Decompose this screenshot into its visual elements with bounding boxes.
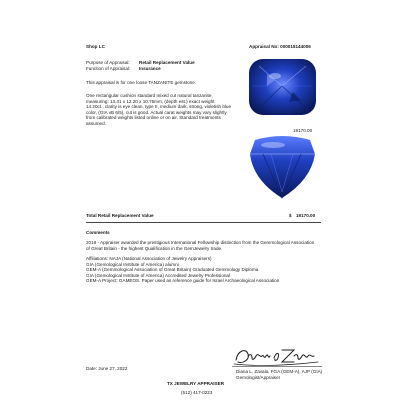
tanzanite-side-icon bbox=[245, 132, 320, 200]
divider bbox=[86, 222, 321, 223]
company-name: Shop LC bbox=[86, 44, 105, 49]
signature-image bbox=[232, 344, 320, 368]
affiliation-line: GEM-A Project: GAMEOS. Paper used as reference guide for Israel Archaeological Association bbox=[86, 278, 280, 283]
total-currency: $ bbox=[289, 213, 292, 218]
affiliation-line: GIA (Gemological Institute of America) alumni bbox=[86, 261, 179, 267]
signature-line bbox=[232, 366, 322, 367]
purpose-value: Retail Replacement Value bbox=[139, 60, 195, 65]
gem-photo-side bbox=[245, 132, 320, 200]
item-value: 19170.00 bbox=[293, 128, 313, 133]
affiliation-line: GEM-A (Gemmological Association of Great Britain) Graduated Gemmology Diploma bbox=[86, 267, 259, 272]
signer-name: Diana L. Zavala, FGA (GEM-A), AJP (GIA) bbox=[236, 369, 323, 374]
comments-heading: Comments bbox=[86, 230, 110, 235]
appraisal-number: Appraisal No: 000015144006 bbox=[249, 44, 311, 49]
gem-description: One rectangular cushion standard mixed cut natural tanzanite, measuring: 13.41 x 12.20 x 10.75mm, (depth est.) exact weight 14.20ct., clarity is eye clean, type II, medium dark, strong, violetish blue color, (GIA vB 6/5), cut is good. Actual carat weights may vary slightly from calibrated weights listed online or on air. Standard treatments assumed. bbox=[86, 93, 232, 126]
function-value: Insurance bbox=[139, 66, 161, 71]
appraisal-date: Date: June 27, 2022 bbox=[86, 366, 128, 371]
purpose-label: Purpose of Appraisal: bbox=[86, 60, 130, 65]
comments-paragraph: 2018 - Appraiser awarded the prestigious International Fellowship distinction from the Gemmological Association of Great Britain - the highest Qualification in the GemJewelry trade. bbox=[86, 240, 315, 251]
signer-title: Gemologist/Appraiser bbox=[236, 374, 281, 380]
gem-photo-top bbox=[245, 56, 320, 118]
handwritten-signature-icon bbox=[232, 344, 320, 368]
affiliation-line: Affiliations: NAJA (National Association of Jewelry Appraisers) bbox=[86, 256, 212, 261]
organization-name: TX JEWELRY APPRAISER bbox=[167, 381, 225, 386]
total-label: Total Retail Replacement Value bbox=[86, 213, 154, 218]
appraisal-intro: This appraisal is for one loose TANZANITE gemstone. bbox=[86, 80, 197, 85]
tanzanite-faceup-icon bbox=[245, 56, 320, 118]
phone-number: (512) 417-0223 bbox=[181, 390, 213, 395]
total-value: 19170.00 bbox=[296, 213, 316, 218]
affiliation-line: GIA (Gemological Institute of America) Accredited Jewelry Professional bbox=[86, 272, 230, 278]
function-label: Function of Appraisal: bbox=[86, 66, 131, 71]
